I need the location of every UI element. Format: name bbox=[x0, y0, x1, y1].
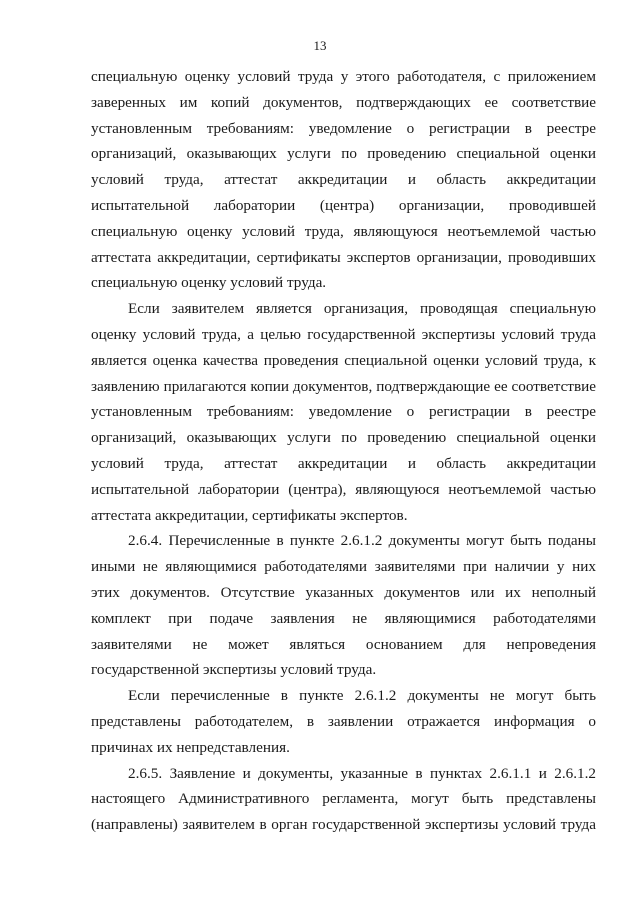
paragraph-continuation: специальную оценку условий труда у этого работодателя, с приложением заверенных им копий документов, подтверждающих ее соответствие установленным требованиям: уведомление о регистрации в реестре организаций, оказывающих услуги по проведению специальной оценки условий труда, аттестат аккредитации и область аккредитации испытательной лаборатории (центра) организации, проводившей специальную оценку условий труда, являющуюся неотъемлемой частью аттестата аккредитации, сертификаты экспертов организации, проводивших специальную оценку условий труда. bbox=[91, 68, 596, 292]
document-body bbox=[91, 64, 596, 838]
paragraph-2-6-4: 2.6.4. Перечисленные в пункте 2.6.1.2 документы могут быть поданы иными не являющимися работодателями заявителями при наличии у них этих документов. Отсутствие указанных документов или их неполный комплект при подаче заявления не являющимися работодателями заявителями не может являться основанием для непроведения государственной экспертизы условий труда. bbox=[91, 532, 596, 679]
page-number: 13 bbox=[313, 38, 327, 53]
paragraph-2-6-5: 2.6.5. Заявление и документы, указанные в пунктах 2.6.1.1 и 2.6.1.2 настоящего Административного регламента, могут быть представлены (направлены) заявителем в орган государственной экспертизы условий труда bbox=[91, 764, 596, 834]
paragraph-documents-not-submitted: Если перечисленные в пункте 2.6.1.2 документы не могут быть представлены работодателем, в заявлении отражается информация о причинах их непредставления. bbox=[91, 687, 596, 756]
paragraph-applicant-organization: Если заявителем является организация, проводящая специальную оценку условий труда, а целью государственной экспертизы условий труда является оценка качества проведения специальной оценки условий труда, к заявлению прилагаются копии документов, подтверждающие ее соответствие установленным требованиям: уведомление о регистрации в реестре организаций, оказывающих услуги по проведению специальной оценки условий труда, аттестат аккредитации и область аккредитации испытательной лаборатории (центра), являющуюся неотъемлемой частью аттестата аккредитации, сертификаты экспертов. bbox=[91, 300, 596, 524]
